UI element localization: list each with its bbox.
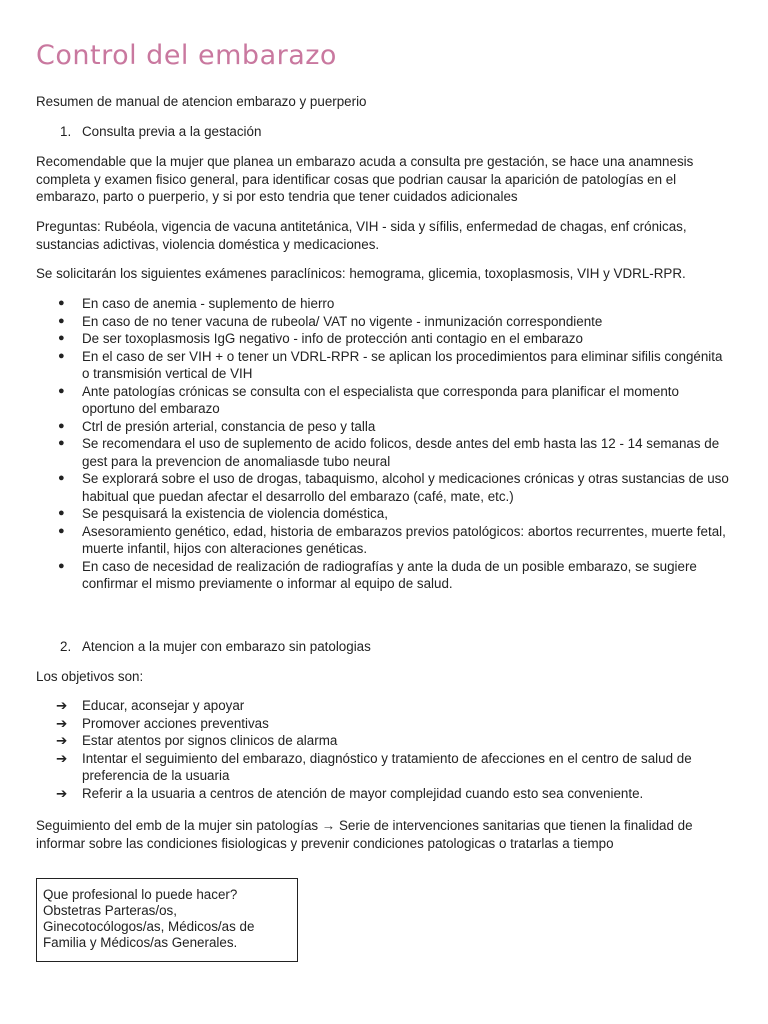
section-1-heading	[60, 123, 261, 141]
list-item: ● Se pesquisará la existencia de violencia doméstica,	[58, 506, 388, 521]
list-item: ➔ Promover acciones preventivas	[56, 715, 269, 731]
list-item: ● En caso de anemia - suplemento de hierro	[58, 296, 335, 311]
bullet-icon: ●	[58, 507, 65, 519]
section-2-number: 2.	[60, 639, 72, 654]
list-item: ● Ctrl de presión arterial, constancia de peso y talla	[58, 418, 376, 434]
list-item: ● Asesoramiento genético, edad, historia de embarazos previos patológicos: abortos recurrentes, muerte fetal, muerte infantil, hijos con alteraciones genéticas.	[58, 523, 726, 556]
bullet-icon: ●	[58, 349, 65, 362]
list-item: ● De ser toxoplasmosis IgG negativo - info de protección anti contagio en el embarazo	[58, 331, 583, 346]
bullet-icon: ●	[58, 419, 65, 432]
list-item: ● En caso de necesidad de realización de radiografías y ante la duda de un posible embarazo, se sugiere confirmar el mismo previamente o informar al equipo de salud.	[58, 558, 697, 591]
list-item: ● Ante patologías crónicas se consulta con el especialista que corresponda para planificar el momento oportuno del embarazo	[58, 383, 679, 416]
list-item: ● En caso de no tener vacuna de rubeola/ VAT no vigente - inmunización correspondiente	[58, 313, 603, 329]
section-2-title: Atencion a la mujer con embarazo sin patologias	[82, 639, 371, 654]
section-2-heading	[60, 638, 371, 656]
bullet-icon: ●	[58, 524, 65, 537]
intro-text: Resumen de manual de atencion embarazo y puerperio	[36, 94, 367, 109]
bullet-icon: ●	[58, 559, 65, 572]
objectives-list	[36, 697, 730, 802]
box-line: Que profesional lo puede hacer?	[43, 887, 238, 902]
arrow-right-icon: ➔	[56, 698, 68, 713]
bullet-icon: ●	[58, 314, 65, 327]
bullet-icon: ●	[58, 384, 65, 397]
list-item: ➔ Referir a la usuaria a centros de atención de mayor complejidad cuando esto sea conveniente.	[56, 785, 644, 801]
list-item: ➔ Estar atentos por signos clinicos de alarma	[56, 733, 338, 748]
section-1-paragraph-2: Preguntas: Rubéola, vigencia de vacuna antitetánica, VIH - sida y sífilis, enfermedad de chagas, enf crónicas, sustancias adictivas, violencia doméstica y medicaciones.	[36, 219, 687, 252]
list-item: ● En el caso de ser VIH + o tener un VDRL-RPR - se aplican los procedimientos para eliminar sifilis congénita o transmisión vertical de VIH	[58, 348, 723, 381]
bullet-icon: ●	[58, 472, 65, 484]
arrow-right-icon: ➔	[56, 750, 68, 766]
objectives-label: Los objetivos son:	[36, 669, 144, 684]
section-1-title: Consulta previa a la gestación	[82, 124, 262, 139]
section-1-paragraph-1: Recomendable que la mujer que planea un embarazo acuda a consulta pre gestación, se hace una anamnesis completa y examen fisico general, para identificar cosas que podrian causar la aparición de patologías en el embarazo, parto o puerperio, y si por esto tendria que tener cuidados adicionales	[36, 154, 694, 204]
box-line: Obstetras Parteras/os,	[43, 903, 177, 918]
section-1-bullet-list	[36, 295, 730, 593]
section-1-paragraph-3: Se solicitarán los siguientes exámenes paraclínicos: hemograma, glicemia, toxoplasmosis, VIH y VDRL-RPR.	[36, 266, 686, 281]
bullet-icon: ●	[58, 297, 65, 309]
section-1-number: 1.	[60, 124, 72, 139]
list-item: ➔ Educar, aconsejar y apoyar	[56, 698, 245, 713]
arrow-right-icon: ➔	[56, 715, 68, 731]
bullet-icon: ●	[58, 332, 65, 344]
box-line: Familia y Médicos/as Generales.	[43, 935, 238, 950]
bullet-icon: ●	[58, 437, 65, 449]
list-item: ● Se recomendara el uso de suplemento de acido folicos, desde antes del emb hasta las 12 - 14 semanas de gest para la prevencion de anomaliasde tubo neural	[58, 436, 720, 469]
list-item: ➔ Intentar el seguimiento del embarazo, diagnóstico y tratamiento de afecciones en el centro de salud de preferencia de la usuaria	[56, 750, 692, 783]
page-title: Control del embarazo	[36, 40, 337, 71]
professionals-box	[36, 878, 298, 962]
list-item: ● Se explorará sobre el uso de drogas, tabaquismo, alcohol y medicaciones crónicas y otras sustancias de uso habitual que puedan afectar el desarrollo del embarazo (café, mate, etc.)	[58, 471, 729, 504]
arrow-right-icon: ➔	[56, 733, 68, 748]
follow-up-paragraph: Seguimiento del emb de la mujer sin patologías → Serie de intervenciones sanitarias que tienen la finalidad de informar sobre las condiciones fisiologicas y prevenir condiciones patologicas o tratarlas a tiempo	[36, 818, 693, 851]
box-line: Ginecotocólogos/as, Médicos/as de	[43, 919, 255, 934]
arrow-right-icon: ➔	[56, 785, 68, 801]
